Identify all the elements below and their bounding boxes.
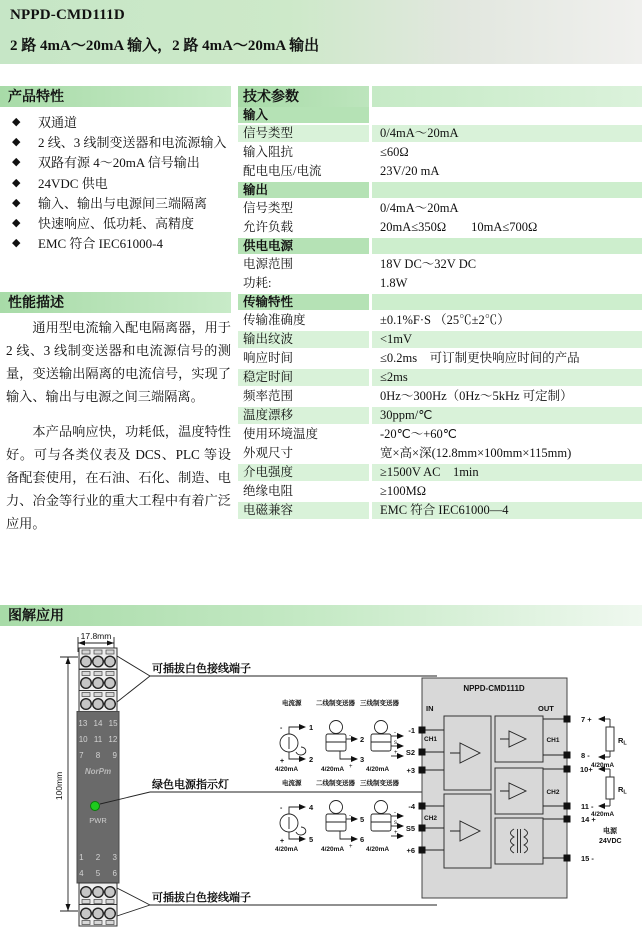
- polarity-mark: +: [280, 838, 285, 845]
- table-row: [238, 163, 642, 182]
- list-item: [6, 172, 232, 192]
- spec-label: 信号类型: [238, 125, 369, 144]
- diamond-bullet-icon: ◆: [12, 237, 21, 250]
- spec-value: ≤60Ω: [372, 144, 642, 163]
- spec-value: 30ppm/℃: [372, 407, 642, 426]
- title-banner: [0, 0, 642, 64]
- feature-text: 输入、输出与电源间三端隔离: [38, 195, 208, 211]
- width-dimension: 17.8mm: [80, 631, 112, 641]
- signal-label: 4/20mA: [366, 766, 390, 773]
- signal-label: 4/20mA: [366, 846, 390, 853]
- list-item: [6, 233, 232, 253]
- polarity-mark: -: [394, 730, 396, 736]
- ch2-left-label: CH2: [424, 815, 438, 822]
- spec-label: 绝缘电阻: [238, 483, 369, 502]
- load-circuit-ch1: [599, 719, 614, 757]
- signal-label: 4/20mA: [275, 846, 299, 853]
- load-circuit-ch2: [599, 769, 614, 806]
- source-label-three-wire: 三线制变送器: [360, 780, 399, 787]
- feature-text: 双路有源 4～20mA 信号输出: [38, 155, 200, 171]
- terminal-label: -4: [408, 802, 415, 811]
- table-row: [238, 445, 642, 464]
- spec-label: 输出纹波: [238, 331, 369, 350]
- spec-value: ≥1500V AC 1min: [372, 464, 642, 483]
- feature-text: 快速响应、低功耗、高精度: [38, 216, 195, 232]
- section-label: 传输特性: [238, 294, 369, 312]
- polarity-mark: s: [394, 820, 397, 826]
- junction-number: 2: [360, 735, 365, 744]
- junction-number: 5: [360, 815, 365, 824]
- bottom-terminal-block: [79, 883, 117, 926]
- power-isolation-block: [495, 818, 543, 864]
- height-dimension: 100mm: [54, 771, 64, 801]
- spec-value: ±0.1%F·S （25℃±2℃）: [372, 312, 642, 331]
- terminal-numbers: 1 2 3: [79, 853, 117, 862]
- description-paragraph: 通用型电流输入配电隔离器，用于 2 线、3 线制变送器和电流源信号的测量，变送输出隔离的电流信号，实现了输入、输出与电源之间三端隔离。: [6, 320, 231, 404]
- top-terminal-block: [79, 648, 117, 712]
- diamond-bullet-icon: ◆: [12, 115, 21, 128]
- table-row: [238, 312, 642, 331]
- source-wire: [289, 807, 305, 814]
- list-item: [6, 111, 232, 131]
- three-wire-transmitter-icon: [371, 801, 391, 832]
- source-label-current: 电流源: [282, 700, 302, 707]
- polarity-mark: -: [349, 813, 351, 819]
- spec-value: -20℃～+60℃: [372, 426, 642, 445]
- source-wire: [289, 727, 305, 734]
- table-row: [238, 407, 642, 426]
- ch1-left-label: CH1: [424, 736, 438, 743]
- spec-value: 1.8W: [372, 275, 642, 294]
- table-row: [238, 256, 642, 275]
- polarity-mark: s: [394, 740, 397, 746]
- spec-label: 电磁兼容: [238, 502, 369, 521]
- junction-number: 6: [360, 835, 365, 844]
- spec-value: ≤0.2ms 可订制更快响应时间的产品: [372, 350, 642, 369]
- table-section-row: [238, 294, 642, 312]
- terminal-numbers: 7 8 9: [79, 751, 117, 760]
- spec-value: 18V DC～32V DC: [372, 256, 642, 275]
- spec-label: 稳定时间: [238, 369, 369, 388]
- diamond-bullet-icon: ◆: [12, 217, 21, 230]
- spec-table-header-fill: [372, 86, 642, 107]
- spec-value: <1mV: [372, 331, 642, 350]
- section-label: 供电电源: [238, 238, 369, 256]
- feature-text: 2 线、3 线制变送器和电流源输入: [38, 134, 227, 150]
- polarity-mark: +: [349, 764, 353, 770]
- power-label: 电源: [603, 828, 617, 835]
- page-title: NPPD-CMD111D: [10, 7, 125, 23]
- diamond-bullet-icon: ◆: [12, 196, 21, 209]
- spec-table-header: [238, 86, 642, 107]
- polarity-mark: -: [280, 725, 283, 732]
- spec-label: 配电电压/电流: [238, 163, 369, 182]
- table-row: [238, 350, 642, 369]
- source-label-two-wire: 二线制变送器: [316, 780, 355, 787]
- section-header-application: 图解应用: [0, 605, 642, 626]
- spec-label: 功耗:: [238, 275, 369, 294]
- pwr-label: PWR: [89, 816, 107, 825]
- table-row: [238, 144, 642, 163]
- spec-value: 20mA≤350Ω 10mA≤700Ω: [372, 219, 642, 238]
- source-label-two-wire: 二线制变送器: [316, 700, 355, 707]
- table-section-row: [238, 182, 642, 200]
- terminal-label: +3: [406, 766, 415, 775]
- spec-value: 0Hz～300Hz（0Hz～5kHz 可定制）: [372, 388, 642, 407]
- polarity-mark: +: [394, 830, 398, 836]
- junction-number: 4: [309, 803, 314, 812]
- table-section-row: [238, 107, 642, 125]
- feature-list: [6, 111, 232, 253]
- junction-number: 3: [360, 755, 365, 764]
- polarity-mark: +: [394, 750, 398, 756]
- feature-text: EMC 符合 IEC61000-4: [38, 236, 163, 252]
- spec-label: 允许负载: [238, 219, 369, 238]
- spec-value: 0/4mA～20mA: [372, 125, 642, 144]
- page-subtitle: 2 路 4mA～20mA 输入，2 路 4mA～20mA 输出: [10, 38, 320, 54]
- in-label: IN: [426, 704, 434, 713]
- power-voltage-label: 24VDC: [599, 838, 622, 845]
- spec-value: ≥100MΩ: [372, 483, 642, 502]
- table-row: [238, 426, 642, 445]
- source-wire: [340, 831, 357, 839]
- description-paragraph: 本产品响应快，功耗低，温度特性好。可与各类仪表及 DCS、PLC 等设备配套使用，在石油、石化、制造、电力、冶金等行业的重大工程中有着广泛应用。: [6, 424, 231, 531]
- spec-label: 传输准确度: [238, 312, 369, 331]
- spec-table: [238, 86, 642, 521]
- terminal-label: 11 -: [581, 802, 594, 811]
- section-label: 输入: [238, 107, 369, 125]
- ch1-right-label: CH1: [546, 737, 560, 744]
- signal-label: 4/20mA: [321, 766, 345, 773]
- list-item: [6, 131, 232, 151]
- three-wire-transmitter-icon: [371, 721, 391, 752]
- spec-value: ≤2ms: [372, 369, 642, 388]
- diamond-bullet-icon: ◆: [12, 176, 21, 189]
- table-row: [238, 275, 642, 294]
- callout-terminal-bottom: 可插拔白色接线端子: [152, 892, 251, 904]
- terminal-label: 14 +: [581, 815, 596, 824]
- section-header-description: 性能描述: [0, 292, 231, 313]
- spec-label: 外观尺寸: [238, 445, 369, 464]
- spec-label: 信号类型: [238, 200, 369, 219]
- current-source-icon: [280, 814, 306, 835]
- load-resistor-label: $R_L$: [618, 785, 627, 796]
- list-item: [6, 192, 232, 212]
- terminal-label: 10+: [580, 765, 593, 774]
- load-resistor-label: $R_L$: [618, 736, 627, 747]
- power-led-icon: [91, 802, 100, 811]
- isolator-title: NPPD-CMD111D: [463, 684, 525, 693]
- spec-table-title: 技术参数: [238, 86, 369, 107]
- spec-label: 介电强度: [238, 464, 369, 483]
- spec-label: 使用环境温度: [238, 426, 369, 445]
- feature-text: 双通道: [38, 114, 78, 130]
- spec-label: 频率范围: [238, 388, 369, 407]
- table-row: [238, 200, 642, 219]
- section-value: [372, 238, 642, 256]
- junction-number: 5: [309, 835, 314, 844]
- section-value: [372, 107, 642, 125]
- polarity-mark: -: [394, 810, 396, 816]
- wiring-diagram: [270, 655, 642, 928]
- table-row: [238, 125, 642, 144]
- brand-logo: NorPm: [84, 767, 112, 776]
- section-header-features: 产品特性: [0, 86, 231, 107]
- load-signal-label: 4/20mA: [591, 762, 615, 769]
- callout-terminal-top: 可插拔白色接线端子: [152, 663, 251, 675]
- signal-label: 4/20mA: [275, 766, 299, 773]
- load-signal-label: 4/20mA: [591, 811, 615, 818]
- terminal-label: 8 -: [581, 751, 590, 760]
- signal-label: 4/20mA: [321, 846, 345, 853]
- spec-label: 响应时间: [238, 350, 369, 369]
- terminal-label: S2: [405, 748, 415, 757]
- performance-description: [6, 316, 231, 547]
- polarity-mark: +: [280, 758, 285, 765]
- terminal-label: -1: [408, 726, 415, 735]
- terminal-numbers: 4 5 6: [79, 869, 117, 878]
- spec-label: 电源范围: [238, 256, 369, 275]
- spec-label: 输入阻抗: [238, 144, 369, 163]
- spec-value: 0/4mA～20mA: [372, 200, 642, 219]
- spec-value: 宽×高×深(12.8mm×100mm×115mm): [372, 445, 642, 464]
- table-row: [238, 483, 642, 502]
- source-wire: [340, 751, 357, 759]
- terminal-label: 7 +: [581, 715, 592, 724]
- diamond-bullet-icon: ◆: [12, 135, 21, 148]
- list-item: [6, 212, 232, 232]
- table-row: [238, 219, 642, 238]
- table-row: [238, 331, 642, 350]
- junction-number: 1: [309, 723, 314, 732]
- table-section-row: [238, 238, 642, 256]
- terminal-label: 15 -: [581, 854, 594, 863]
- table-row: [238, 502, 642, 521]
- section-label: 输出: [238, 182, 369, 200]
- terminal-numbers: 13 14 15: [78, 719, 118, 728]
- terminal-numbers: 10 11 12: [78, 735, 118, 744]
- spec-value: EMC 符合 IEC61000—4: [372, 502, 642, 521]
- spec-label: 温度漂移: [238, 407, 369, 426]
- two-wire-transmitter-icon: [326, 721, 346, 752]
- callout-led: 绿色电源指示灯: [152, 779, 229, 791]
- terminal-label: +6: [406, 846, 415, 855]
- source-label-current: 电流源: [282, 780, 302, 787]
- section-value: [372, 294, 642, 312]
- out-label: OUT: [538, 704, 554, 713]
- polarity-mark: -: [349, 733, 351, 739]
- feature-text: 24VDC 供电: [38, 175, 108, 191]
- current-source-icon: [280, 734, 306, 755]
- ch2-right-label: CH2: [546, 789, 560, 796]
- terminal-label: S5: [405, 824, 415, 833]
- terminal-screws: [81, 650, 116, 709]
- spec-value: 23V/20 mA: [372, 163, 642, 182]
- table-row: [238, 388, 642, 407]
- section-value: [372, 182, 642, 200]
- table-row: [238, 369, 642, 388]
- two-wire-transmitter-icon: [326, 801, 346, 832]
- source-label-three-wire: 三线制变送器: [360, 700, 399, 707]
- table-row: [238, 464, 642, 483]
- polarity-mark: +: [349, 844, 353, 850]
- junction-number: 2: [309, 755, 314, 764]
- list-item: [6, 152, 232, 172]
- polarity-mark: -: [280, 805, 283, 812]
- diamond-bullet-icon: ◆: [12, 156, 21, 169]
